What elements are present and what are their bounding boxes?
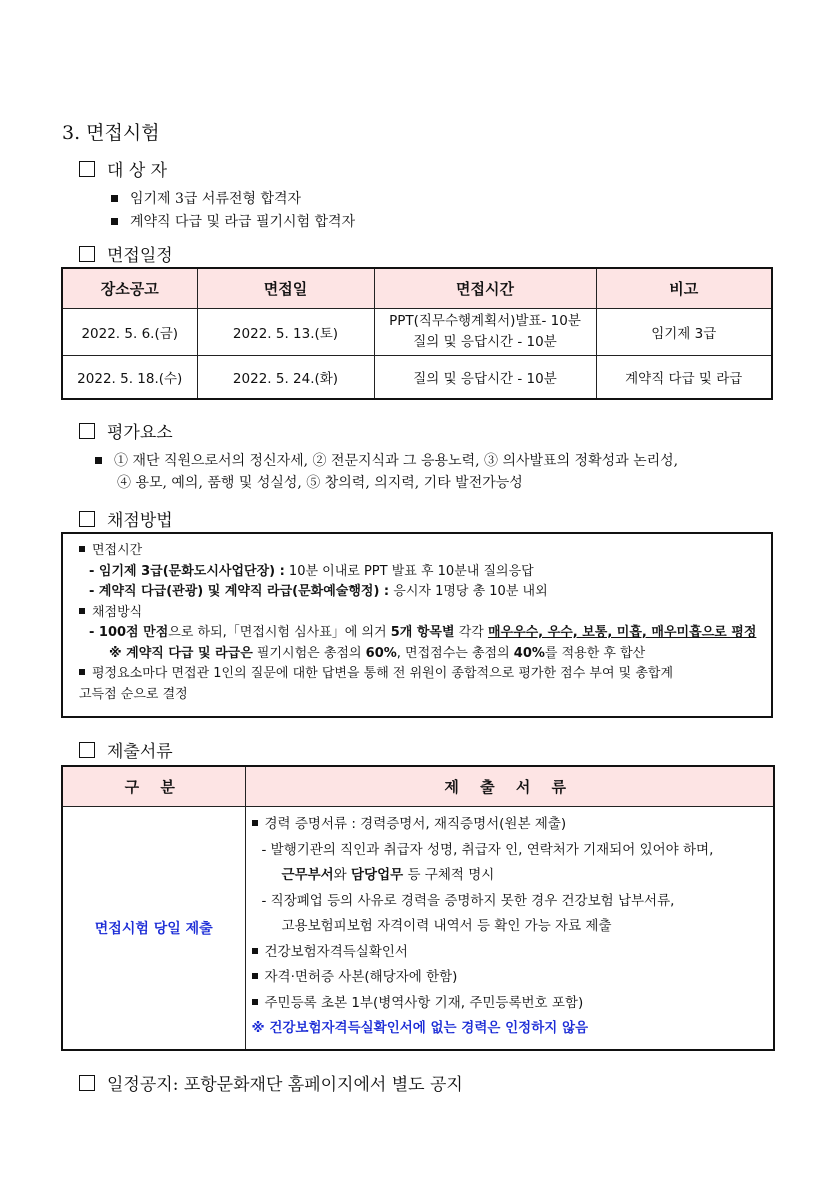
time-b-rest: 응시자 1명당 총 10분 내외 xyxy=(389,584,548,599)
square-bullet-icon xyxy=(252,820,258,826)
final-line-2: 고득점 순으로 결정 xyxy=(79,686,188,702)
col-category: 구 분 xyxy=(62,766,245,806)
time-label-line xyxy=(79,541,761,562)
m2-e: 를 적용한 후 합산 xyxy=(544,645,646,661)
square-bullet-icon xyxy=(95,457,102,464)
cell-note: 임기제 3급 xyxy=(596,308,772,355)
time-a-rest: 10분 이내로 PPT 발표 후 10분내 질의응답 xyxy=(284,563,534,579)
career-sub2b: 고용보험피보험 자격이력 내역서 등 확인 가능 자료 제출 xyxy=(281,918,612,934)
final-1: 평정요소마다 면접관 1인의 질문에 대한 답변을 통해 전 위원이 종합적으로 평가한 점수 부여 및 총합계 xyxy=(92,666,674,681)
notice-line: ※ 건강보험자격득실확인서에 없는 경력은 인정하지 않음 xyxy=(251,1020,589,1036)
schedule-table xyxy=(61,267,773,400)
method-label: 채점방식 xyxy=(92,604,143,620)
table-header-row xyxy=(62,268,772,308)
col-documents: 제 출 서 류 xyxy=(245,766,774,806)
dept-bold: 근무부서 xyxy=(281,867,334,883)
evaluation-heading-label: 평가요소 xyxy=(107,423,173,443)
cell-time xyxy=(374,308,596,355)
m1-c: 각각 xyxy=(454,625,488,640)
checkbox-square-icon xyxy=(79,511,95,527)
evaluation-line-2: ④ 용모, 예의, 품행 및 성실성, ⑤ 창의력, 의지력, 기타 발전가능성 xyxy=(117,475,523,491)
license-text: 자격·면허증 사본(해당자에 한함) xyxy=(264,969,458,985)
target-item: 임기제 3급 서류전형 합격자 xyxy=(130,191,302,207)
square-bullet-icon xyxy=(79,546,85,552)
col-note: 비고 xyxy=(596,268,772,308)
duty-bold: 담당업무 xyxy=(351,867,404,883)
checkbox-square-icon xyxy=(79,1075,95,1091)
m1-a: 으로 하되,「면접시험 심사표」에 의거 xyxy=(168,625,391,640)
announcement-heading: 일정공지 xyxy=(107,1075,173,1095)
career-sub2: - 직장폐업 등의 사유로 경력을 증명하지 못한 경우 건강보험 납부서류, xyxy=(261,892,675,909)
cell-notice: 2022. 5. 18.(수) xyxy=(62,355,197,399)
career-line xyxy=(252,812,768,838)
cell-notice: 2022. 5. 6.(금) xyxy=(62,308,197,355)
col-time: 면접시간 xyxy=(374,268,596,308)
target-item: 계약직 다급 및 라급 필기시험 합격자 xyxy=(130,214,356,230)
announcement-text: : 포항문화재단 홈페이지에서 별도 공지 xyxy=(172,1075,463,1095)
documents-cell xyxy=(245,806,774,1050)
documents-heading xyxy=(79,737,173,762)
announcement-line xyxy=(79,1070,463,1095)
col-notice: 장소공고 xyxy=(62,268,197,308)
scoring-heading-label: 채점방법 xyxy=(107,511,173,531)
career-sub1b xyxy=(252,863,768,889)
table-row xyxy=(62,806,774,1050)
scoring-heading xyxy=(79,506,173,531)
time-line-b: - 계약직 다급(관광) 및 계약직 라급(문화예술행정) : 응시자 1명당 총 10분 내외 xyxy=(89,584,548,599)
evaluation-heading xyxy=(79,418,173,443)
time-line: 질의 및 응답시간 - 10분 xyxy=(413,333,557,350)
m2-mark: ※ xyxy=(109,645,127,661)
cell-date: 2022. 5. 13.(토) xyxy=(197,308,374,355)
time-label: 면접시간 xyxy=(92,543,143,558)
square-bullet-icon xyxy=(79,669,85,675)
time-a-bold: 임기제 3급(문화도시사업단장) : xyxy=(98,563,285,579)
col-date: 면접일 xyxy=(197,268,374,308)
target-heading-label: 대 상 자 xyxy=(107,161,168,181)
m2-b: 60% xyxy=(365,645,397,661)
schedule-heading-label: 면접일정 xyxy=(107,246,173,266)
square-bullet-icon xyxy=(252,999,258,1005)
m2-bold: 계약직 다급 및 라급은 xyxy=(126,645,253,661)
method-line-2 xyxy=(79,644,761,665)
evaluation-line-1 xyxy=(95,450,678,470)
schedule-heading xyxy=(79,241,173,266)
checkbox-square-icon xyxy=(79,423,95,439)
final-line xyxy=(79,664,761,685)
cell-time: 질의 및 응답시간 - 10분 xyxy=(374,355,596,399)
cell-date: 2022. 5. 24.(화) xyxy=(197,355,374,399)
m2-c: , 면접점수는 총점의 xyxy=(396,645,514,661)
category-cell: 면접시험 당일 제출 xyxy=(62,806,245,1050)
list-item xyxy=(111,211,355,231)
health-line xyxy=(252,940,768,966)
career-text: 경력 증명서류 : 경력증명서, 재직증명서(원본 제출) xyxy=(264,816,567,832)
target-heading xyxy=(79,156,167,181)
career-sub1b-b: 등 구체적 명시 xyxy=(403,867,495,883)
m1-d: 매우우수, 우수, 보통, 미흡, 매우미흡으로 평정 xyxy=(487,625,757,640)
cell-note: 계약직 다급 및 라급 xyxy=(596,355,772,399)
time-line-a: - 임기제 3급(문화도시사업단장) : 10분 이내로 PPT 발표 후 10분내 질의응답 xyxy=(89,563,534,579)
career-sub1: - 발행기관의 직인과 취급자 성명, 취급자 인, 연락처가 기재되어 있어야 하며, xyxy=(261,841,714,858)
time-line: PPT(직무수행계획서)발표- 10분 xyxy=(389,312,581,329)
health-text: 건강보험자격득실확인서 xyxy=(264,943,408,960)
checkbox-square-icon xyxy=(79,742,95,758)
list-item xyxy=(111,188,301,208)
documents-table xyxy=(61,765,775,1051)
checkbox-square-icon xyxy=(79,246,95,262)
table-row xyxy=(62,355,772,399)
m2-d: 40% xyxy=(513,645,545,661)
m2-a: 필기시험은 총점의 xyxy=(252,645,366,661)
table-row xyxy=(62,308,772,355)
career-sub1b-a: 와 xyxy=(333,867,352,883)
resident-text: 주민등록 초본 1부(병역사항 기재, 주민등록번호 포함) xyxy=(264,994,584,1011)
checkbox-square-icon xyxy=(79,161,95,177)
method-line-1: - 100점 만점으로 하되,「면접시험 심사표」에 의거 5개 항목별 각각 매우우수, 우수, 보통, 미흡, 매우미흡으로 평정 xyxy=(89,625,757,640)
scoring-box xyxy=(61,532,773,718)
documents-heading-label: 제출서류 xyxy=(107,742,173,762)
m1-b: 5개 항목별 xyxy=(390,625,455,640)
time-b-bold: 계약직 다급(관광) 및 계약직 라급(문화예술행정) : xyxy=(98,584,390,599)
table-header-row xyxy=(62,766,774,806)
square-bullet-icon xyxy=(252,973,258,979)
license-line xyxy=(252,965,768,991)
method-label-line xyxy=(79,603,761,624)
section-title: 3. 면접시험 xyxy=(62,122,160,144)
resident-line xyxy=(252,991,768,1017)
evaluation-text: ① 재단 직원으로서의 정신자세, ② 전문지식과 그 응용노력, ③ 의사발표의 정확성과 논리성, xyxy=(114,453,679,469)
square-bullet-icon xyxy=(79,608,85,614)
square-bullet-icon xyxy=(111,218,118,225)
square-bullet-icon xyxy=(252,948,258,954)
m1-bold: 100점 만점 xyxy=(98,625,169,640)
square-bullet-icon xyxy=(111,195,118,202)
